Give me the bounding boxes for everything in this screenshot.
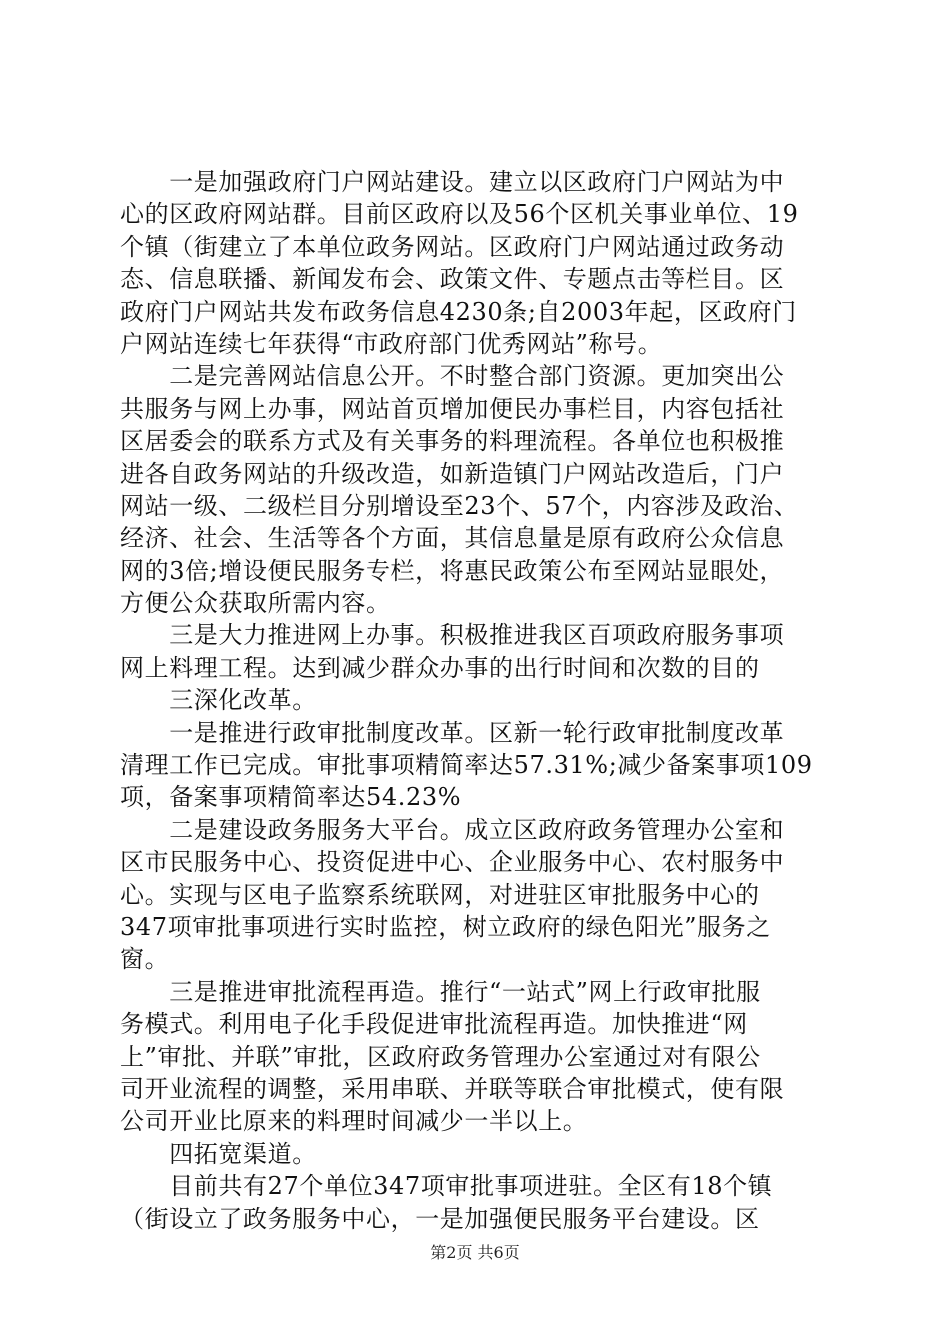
- text-line: 务模式。利用电子化手段促进审批流程再造。加快推进“网: [120, 1010, 748, 1039]
- text-line: 区居委会的联系方式及有关事务的料理流程。各单位也积极推: [120, 427, 785, 456]
- text-line: 一是推进行政审批制度改革。区新一轮行政审批制度改革: [120, 718, 785, 747]
- text-line: 三深化改革。: [120, 686, 317, 715]
- text-line: 347项审批事项进行实时监控，树立政府的绿色阳光”服务之: [120, 912, 771, 941]
- text-line: 四拓宽渠道。: [120, 1139, 317, 1168]
- text-line: 心。实现与区电子监察系统联网，对进驻区审批服务中心的: [120, 880, 760, 909]
- text-line: 政府门户网站共发布政务信息4230条;自2003年起，区政府门: [120, 297, 797, 326]
- document-body: [120, 166, 832, 1235]
- page-footer: 第2页 共6页: [430, 1243, 520, 1262]
- text-line: 个镇（街建立了本单位政务网站。区政府门户网站通过政务动: [120, 232, 785, 261]
- text-line: 目前共有27个单位347项审批事项进驻。全区有18个镇: [120, 1172, 773, 1201]
- text-line: （街设立了政务服务中心，一是加强便民服务平台建设。区: [120, 1204, 760, 1233]
- text-line: 上”审批、并联”审批，区政府政务管理办公室通过对有限公: [120, 1042, 761, 1071]
- text-line: 司开业流程的调整，采用串联、并联等联合审批模式，使有限: [120, 1074, 785, 1103]
- text-line: 项，备案事项精简率达54.23%: [120, 783, 462, 812]
- text-line: 三是推进审批流程再造。推行“一站式”网上行政审批服: [120, 977, 761, 1006]
- text-line: 经济、社会、生活等各个方面，其信息量是原有政府公众信息: [120, 524, 785, 553]
- text-line: 户网站连续七年获得“市政府部门优秀网站”称号。: [120, 329, 663, 358]
- text-line: 态、信息联播、新闻发布会、政策文件、专题点击等栏目。区: [120, 265, 785, 294]
- text-line: 网上料理工程。达到减少群众办事的出行时间和次数的目的: [120, 653, 760, 682]
- text-line: 二是完善网站信息公开。不时整合部门资源。更加突出公: [120, 362, 785, 391]
- text-line: 网的3倍;增设便民服务专栏，将惠民政策公布至网站显眼处，: [120, 556, 785, 585]
- text-line: 方便公众获取所需内容。: [120, 589, 391, 618]
- text-line: 公司开业比原来的料理时间减少一半以上。: [120, 1107, 588, 1136]
- text-line: 窗。: [120, 945, 170, 974]
- text-line: 共服务与网上办事，网站首页增加便民办事栏目，内容包括社: [120, 394, 785, 423]
- text-line: 进各自政务网站的升级改造，如新造镇门户网站改造后，门户: [120, 459, 785, 488]
- text-line: 三是大力推进网上办事。积极推进我区百项政府服务事项: [120, 621, 785, 650]
- text-line: 一是加强政府门户网站建设。建立以区政府门户网站为中: [120, 168, 785, 196]
- text-line: 心的区政府网站群。目前区政府以及56个区机关事业单位、19: [120, 200, 799, 229]
- text-line: 网站一级、二级栏目分别增设至23个、57个，内容涉及政治、: [120, 491, 799, 520]
- text-line: 区市民服务中心、投资促进中心、企业服务中心、农村服务中: [120, 848, 785, 877]
- text-line: 清理工作已完成。审批事项精简率达57.31%;减少备案事项109: [120, 751, 813, 780]
- text-line: 二是建设政务服务大平台。成立区政府政务管理办公室和: [120, 815, 785, 844]
